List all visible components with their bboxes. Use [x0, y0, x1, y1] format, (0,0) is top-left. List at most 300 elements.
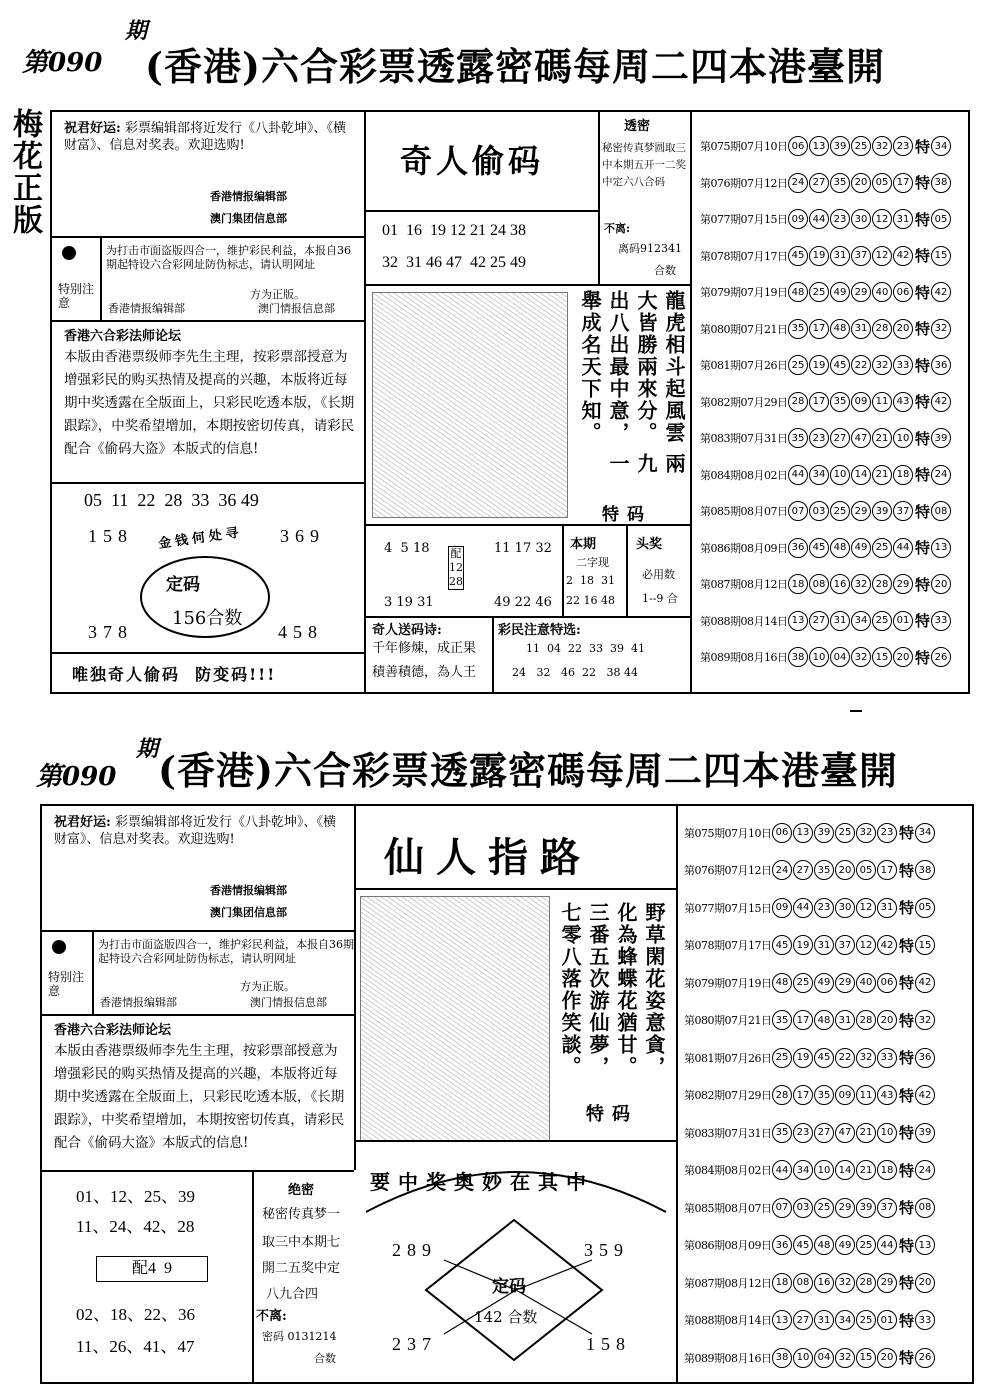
history-row [700, 639, 968, 676]
history-ball: 18 [893, 465, 913, 485]
top-panel-nums2: 32 31 46 47 42 25 49 [382, 254, 526, 271]
history-ball: 05 [856, 860, 876, 880]
top-notice-sig1: 香港情报编辑部 [108, 302, 185, 315]
top-songma-title: 奇人送码诗: [372, 623, 442, 638]
top-bomb-icon [62, 246, 76, 260]
history-ball: 25 [851, 136, 871, 156]
bottom-poem-col1: 野草閑花姿意貪， [642, 902, 666, 1078]
bottom-arc-text: 要中奖奥妙在其中 [370, 1170, 594, 1194]
history-ball: 28 [872, 574, 892, 594]
history-ball: 35 [830, 173, 850, 193]
history-ball: 31 [814, 1310, 834, 1330]
history-row [700, 128, 968, 165]
history-ball: 19 [793, 1048, 813, 1068]
history-te-ball: 36 [915, 1048, 935, 1068]
top-issue: 第090 [22, 48, 103, 78]
top-left-top: 158 [88, 526, 133, 546]
history-ball: 12 [872, 209, 892, 229]
bottom-col-divider-2 [676, 806, 678, 1382]
history-ball: 25 [872, 611, 892, 631]
top-col-divider-benqi [562, 526, 564, 616]
history-ball: 44 [877, 1235, 897, 1255]
bottom-monkey-illustration [360, 896, 550, 1142]
top-right-top: 369 [280, 526, 325, 546]
history-ball: 33 [877, 1048, 897, 1068]
history-ball: 32 [872, 136, 892, 156]
top-poem-col1: 龍虎相斗起風雲 [662, 290, 686, 444]
top-zhuyi-title: 彩民注意特选: [498, 623, 581, 638]
history-ball: 29 [835, 1198, 855, 1218]
history-ball: 35 [814, 860, 834, 880]
history-ball: 10 [830, 465, 850, 485]
bottom-greeting-sig1: 香港情报编辑部 [210, 884, 287, 897]
top-side-label: 梅花正版 [7, 108, 42, 236]
history-ball: 32 [851, 647, 871, 667]
top-benqi-title: 本期 [570, 537, 597, 552]
history-te-ball: 38 [915, 860, 935, 880]
top-poem-col4: 一舉成名天下知。 [578, 290, 630, 475]
history-label: 第084期08月02日 [684, 1164, 772, 1178]
history-ball: 23 [809, 428, 829, 448]
top-notice-text: 为打击市面盗版四合一，维护彩民利益，本报自36期起特设六合彩网址防伪标志，请认明网址 [106, 244, 351, 271]
history-ball: 44 [893, 538, 913, 558]
top-panel-title: 奇人偷码 [400, 142, 545, 180]
history-ball: 35 [772, 1123, 792, 1143]
history-row [684, 1114, 972, 1152]
history-ball: 31 [814, 935, 834, 955]
history-te-label: 特 [915, 575, 931, 594]
history-row [684, 814, 972, 852]
history-ball: 23 [893, 136, 913, 156]
history-te-label: 特 [915, 283, 931, 302]
top-tema: 特码 [602, 505, 652, 525]
bottom-jue-buli: 不离: [256, 1309, 287, 1324]
history-te-ball: 34 [915, 823, 935, 843]
bottom-notice-text: 为打击市面盗版四合一，维护彩民利益，本报自36期起特设六合彩网址防伪标志，请认明网址 [98, 938, 354, 965]
history-te-label: 特 [915, 393, 931, 412]
bottom-right-bottom: 158 [586, 1334, 631, 1354]
bottom-poem-col2: 化為蜂蝶花猶甘。 [614, 902, 638, 1078]
history-ball: 19 [809, 246, 829, 266]
bottom-jue-mima: 密码 0131214 [262, 1330, 337, 1343]
history-row [684, 1039, 972, 1077]
bottom-list4: 11、26、41、47 [76, 1337, 195, 1356]
history-label: 第085期08月07日 [700, 505, 788, 519]
history-ball: 34 [851, 611, 871, 631]
history-ball: 23 [793, 1123, 813, 1143]
history-label: 第089期08月16日 [684, 1351, 772, 1365]
history-ball: 48 [772, 973, 792, 993]
history-ball: 07 [772, 1198, 792, 1218]
top-col-divider-1 [364, 112, 366, 692]
history-te-ball: 15 [915, 935, 935, 955]
top-bn-r2: 49 22 46 [494, 595, 552, 610]
history-ball: 32 [835, 1273, 855, 1293]
history-ball: 44 [809, 209, 829, 229]
top-bn-l1: 4 5 18 [384, 541, 430, 556]
top-mi-text: 秘密传真梦圆取三中本期五开一二奖中定六八合码 [602, 142, 686, 188]
history-ball: 18 [772, 1273, 792, 1293]
history-ball: 32 [851, 574, 871, 594]
top-history-table [700, 128, 968, 676]
history-ball: 09 [835, 1085, 855, 1105]
history-label: 第086期08月09日 [684, 1239, 772, 1253]
history-te-label: 特 [915, 612, 931, 631]
top-issue-suffix: 期 [125, 18, 148, 44]
top-col-divider-zhuyi [492, 618, 494, 692]
history-ball: 28 [772, 1085, 792, 1105]
history-ball: 30 [835, 898, 855, 918]
history-label: 第079期07月19日 [684, 976, 772, 990]
top-zhuyi-l1: 11 04 22 33 39 41 [526, 642, 645, 655]
history-ball: 14 [851, 465, 871, 485]
history-te-ball: 26 [931, 647, 951, 667]
top-greeting-sig2: 澳门集团信息部 [210, 212, 287, 225]
history-ball: 06 [788, 136, 808, 156]
bottom-panel-title: 仙人指路 [384, 834, 592, 881]
history-label: 第082期07月29日 [700, 395, 788, 409]
history-ball: 20 [877, 1010, 897, 1030]
history-ball: 25 [793, 973, 813, 993]
history-ball: 18 [877, 1160, 897, 1180]
bottom-left-top: 289 [392, 1240, 437, 1260]
top-forum-title: 香港六合彩法师论坛 [64, 329, 182, 344]
history-ball: 31 [851, 319, 871, 339]
history-te-label: 特 [915, 356, 931, 375]
history-te-label: 特 [899, 1199, 915, 1218]
history-label: 第078期07月17日 [684, 939, 772, 953]
history-te-ball: 39 [931, 428, 951, 448]
history-ball: 29 [893, 574, 913, 594]
history-ball: 19 [793, 935, 813, 955]
history-ball: 43 [877, 1085, 897, 1105]
history-te-label: 特 [899, 1049, 915, 1068]
bottom-list1: 01、12、25、39 [76, 1187, 195, 1206]
top-divider-2 [52, 320, 364, 322]
history-ball: 37 [851, 246, 871, 266]
history-row [700, 420, 968, 457]
history-te-ball: 34 [931, 136, 951, 156]
history-te-label: 特 [899, 1311, 915, 1330]
history-label: 第077期07月15日 [700, 213, 788, 227]
bottom-list2: 11、24、42、28 [76, 1217, 195, 1236]
history-row [700, 603, 968, 640]
history-ball: 45 [814, 1048, 834, 1068]
history-te-label: 特 [915, 174, 931, 193]
history-row [700, 384, 968, 421]
top-divider-3 [52, 482, 364, 484]
bottom-jue-title: 绝密 [288, 1183, 315, 1198]
history-row [684, 852, 972, 890]
top-toujiang-title: 头奖 [636, 537, 663, 552]
history-label: 第082期07月29日 [684, 1089, 772, 1103]
history-ball: 09 [788, 209, 808, 229]
history-te-ball: 20 [931, 574, 951, 594]
history-ball: 49 [814, 973, 834, 993]
history-te-ball: 20 [915, 1273, 935, 1293]
top-mi-heshu: 合数 [654, 264, 676, 277]
history-ball: 10 [893, 428, 913, 448]
top-toujiang-sub: 必用数 [642, 568, 675, 581]
history-te-ball: 32 [915, 1010, 935, 1030]
history-ball: 35 [772, 1010, 792, 1030]
history-ball: 48 [830, 538, 850, 558]
history-ball: 49 [835, 1235, 855, 1255]
history-ball: 25 [872, 538, 892, 558]
history-ball: 22 [851, 355, 871, 375]
history-ball: 27 [793, 1310, 813, 1330]
history-ball: 40 [856, 973, 876, 993]
history-te-ball: 24 [915, 1160, 935, 1180]
history-ball: 35 [830, 392, 850, 412]
history-ball: 32 [835, 1348, 855, 1368]
history-ball: 27 [814, 1123, 834, 1143]
history-ball: 44 [788, 465, 808, 485]
top-bn-r1: 11 17 32 [494, 541, 552, 556]
history-ball: 28 [856, 1273, 876, 1293]
history-ball: 39 [856, 1198, 876, 1218]
history-ball: 04 [814, 1348, 834, 1368]
history-ball: 21 [856, 1160, 876, 1180]
history-label: 第076期07月12日 [700, 176, 788, 190]
history-ball: 48 [814, 1235, 834, 1255]
history-ball: 10 [809, 647, 829, 667]
bottom-issue: 第090 [36, 762, 117, 792]
history-ball: 13 [788, 611, 808, 631]
history-ball: 20 [851, 173, 871, 193]
history-te-ball: 26 [915, 1348, 935, 1368]
history-row [700, 311, 968, 348]
top-slogan: 唯独奇人偷码 防变码!!! [72, 665, 277, 684]
history-row [684, 1152, 972, 1190]
history-ball: 31 [877, 898, 897, 918]
history-ball: 03 [793, 1198, 813, 1218]
top-songma-l1: 千年修煉，成正果 [372, 641, 477, 656]
history-ball: 15 [856, 1348, 876, 1368]
history-te-label: 特 [915, 648, 931, 667]
history-row [684, 1339, 972, 1377]
top-benqi-n2: 22 16 48 [566, 594, 615, 607]
history-ball: 10 [793, 1348, 813, 1368]
history-ball: 45 [788, 246, 808, 266]
history-ball: 16 [814, 1273, 834, 1293]
history-ball: 37 [877, 1198, 897, 1218]
top-col-divider-3 [690, 112, 692, 692]
history-ball: 01 [877, 1310, 897, 1330]
history-label: 第081期07月26日 [684, 1051, 772, 1065]
history-te-label: 特 [899, 1011, 915, 1030]
history-label: 第087期08月12日 [684, 1276, 772, 1290]
history-ball: 21 [872, 428, 892, 448]
top-benqi-n1: 2 18 31 [566, 574, 615, 587]
history-ball: 40 [872, 282, 892, 302]
history-row [700, 493, 968, 530]
top-page-title: (香港)六合彩票透露密碼每周二四本港臺開 [145, 44, 885, 89]
history-ball: 34 [809, 465, 829, 485]
history-te-label: 特 [899, 1086, 915, 1105]
history-ball: 08 [809, 574, 829, 594]
history-te-ball: 08 [915, 1198, 935, 1218]
bottom-col-divider-1 [354, 806, 356, 1170]
history-label: 第088期08月14日 [700, 614, 788, 628]
history-ball: 31 [830, 611, 850, 631]
history-label: 第083期07月31日 [700, 432, 788, 446]
history-ball: 30 [851, 209, 871, 229]
bottom-poem-col3: 三番五次游仙夢， [586, 902, 610, 1078]
bottom-bomb-icon [52, 940, 66, 954]
history-row [684, 889, 972, 927]
top-zhuyi-l2: 24 32 46 22 38 44 [512, 666, 638, 679]
history-ball: 18 [788, 574, 808, 594]
history-ball: 29 [877, 1273, 897, 1293]
history-label: 第080期07月21日 [684, 1014, 772, 1028]
history-te-ball: 42 [931, 392, 951, 412]
bottom-tema: 特码 [586, 1104, 638, 1125]
history-label: 第078期07月17日 [700, 249, 788, 263]
history-te-label: 特 [899, 1274, 915, 1293]
history-ball: 32 [856, 823, 876, 843]
history-ball: 11 [856, 1085, 876, 1105]
history-ball: 07 [788, 501, 808, 521]
history-ball: 13 [772, 1310, 792, 1330]
top-notice-right: 方为正版。 [250, 288, 305, 301]
history-ball: 47 [835, 1123, 855, 1143]
history-ball: 23 [830, 209, 850, 229]
history-ball: 28 [856, 1010, 876, 1030]
history-te-label: 特 [899, 861, 915, 880]
history-ball: 47 [851, 428, 871, 448]
history-ball: 24 [788, 173, 808, 193]
history-ball: 09 [851, 392, 871, 412]
bottom-notice-sig2: 澳门情报信息部 [250, 996, 327, 1009]
bottom-forum-text: 本版由香港票级师李先生主理，按彩票部授意为增强彩民的购买热情及提高的兴趣，本版将近每期中奖透露在全版面上，只彩民吃透本版，《长期跟踪》，中奖希望增加，本期按密切传真，请彩民配合《偷码大盗》本版式的信息! [54, 1043, 345, 1151]
history-te-label: 特 [915, 429, 931, 448]
history-row [700, 566, 968, 603]
history-ball: 27 [830, 428, 850, 448]
history-label: 第077期07月15日 [684, 901, 772, 915]
history-label: 第083期07月31日 [684, 1126, 772, 1140]
history-ball: 17 [877, 860, 897, 880]
history-ball: 42 [877, 935, 897, 955]
history-ball: 25 [856, 1310, 876, 1330]
history-ball: 16 [830, 574, 850, 594]
history-te-label: 特 [899, 974, 915, 993]
history-label: 第081期07月26日 [700, 359, 788, 373]
history-te-ball: 42 [915, 1085, 935, 1105]
bottom-forum-title: 香港六合彩法师论坛 [54, 1023, 172, 1038]
history-ball: 45 [809, 538, 829, 558]
history-ball: 32 [856, 1048, 876, 1068]
top-divider-6 [366, 284, 690, 286]
history-ball: 31 [893, 209, 913, 229]
history-ball: 06 [877, 973, 897, 993]
page-marker [850, 710, 862, 712]
history-ball: 44 [772, 1160, 792, 1180]
history-label: 第079期07月19日 [700, 286, 788, 300]
history-ball: 35 [788, 428, 808, 448]
bottom-col-divider-jue [252, 1172, 254, 1382]
history-te-label: 特 [915, 502, 931, 521]
history-ball: 25 [772, 1048, 792, 1068]
history-ball: 25 [856, 1235, 876, 1255]
history-ball: 44 [793, 898, 813, 918]
history-row [700, 201, 968, 238]
history-ball: 25 [788, 355, 808, 375]
top-dingma: 定码 [166, 575, 200, 595]
bottom-notice-label: 特别注意 [48, 970, 85, 998]
history-row [684, 1077, 972, 1115]
bottom-left-bottom: 237 [392, 1334, 437, 1354]
history-label: 第080期07月21日 [700, 322, 788, 336]
history-ball: 17 [809, 319, 829, 339]
history-ball: 37 [893, 501, 913, 521]
history-ball: 21 [872, 465, 892, 485]
history-ball: 27 [809, 611, 829, 631]
history-ball: 31 [830, 246, 850, 266]
top-greeting-sig1: 香港情报编辑部 [210, 190, 287, 203]
history-ball: 48 [830, 319, 850, 339]
history-ball: 22 [835, 1048, 855, 1068]
history-ball: 35 [814, 1085, 834, 1105]
top-poem [576, 290, 688, 490]
bottom-poem-col4: 七零八落作笑談。 [558, 902, 582, 1078]
top-forum-text: 本版由香港票级师李先生主理，按彩票部授意为增强彩民的购买热情及提高的兴趣，本版将近每期中奖透露在全版面上，只彩民吃透本版，《长期跟踪》，中奖希望增加，本期按密切传真，请彩民配合《偷码大盗》本版式的信息! [64, 349, 355, 457]
top-toujiang-n: 1--9 合 [642, 592, 678, 605]
bottom-issue-suffix: 期 [136, 736, 159, 762]
top-arc-text: 金钱何处寻 [157, 525, 244, 552]
top-bn-pei: 配12 28 [449, 547, 463, 588]
top-panel-nums1: 01 16 19 12 21 24 38 [382, 222, 526, 239]
history-ball: 42 [893, 246, 913, 266]
history-te-ball: 05 [931, 209, 951, 229]
bottom-page-title: (香港)六合彩票透露密碼每周二四本港臺開 [158, 748, 898, 793]
history-ball: 29 [851, 501, 871, 521]
top-col-divider-2 [598, 112, 600, 284]
history-ball: 10 [877, 1123, 897, 1143]
history-te-ball: 33 [915, 1310, 935, 1330]
history-ball: 01 [893, 611, 913, 631]
history-te-label: 特 [915, 539, 931, 558]
history-ball: 38 [788, 647, 808, 667]
history-ball: 36 [788, 538, 808, 558]
history-te-label: 特 [899, 899, 915, 918]
top-poem-col2: 兩大皆勝兩來分。 [634, 290, 686, 475]
history-te-ball: 38 [931, 173, 951, 193]
history-ball: 25 [835, 823, 855, 843]
top-notice-label: 特别注意 [58, 282, 95, 310]
bottom-dingma: 定码 [492, 1277, 526, 1297]
history-ball: 48 [788, 282, 808, 302]
top-divider-1 [52, 236, 364, 238]
history-ball: 04 [830, 647, 850, 667]
history-ball: 29 [851, 282, 871, 302]
history-ball: 25 [814, 1198, 834, 1218]
history-te-label: 特 [899, 824, 915, 843]
history-ball: 12 [872, 246, 892, 266]
history-ball: 34 [793, 1160, 813, 1180]
history-label: 第089期08月16日 [700, 651, 788, 665]
history-te-label: 特 [915, 137, 931, 156]
history-te-ball: 42 [915, 973, 935, 993]
history-label: 第086期08月09日 [700, 541, 788, 555]
history-ball: 05 [872, 173, 892, 193]
history-row [684, 1189, 972, 1227]
history-ball: 43 [893, 392, 913, 412]
history-ball: 20 [835, 860, 855, 880]
history-te-ball: 39 [915, 1123, 935, 1143]
history-row [700, 347, 968, 384]
history-ball: 36 [772, 1235, 792, 1255]
